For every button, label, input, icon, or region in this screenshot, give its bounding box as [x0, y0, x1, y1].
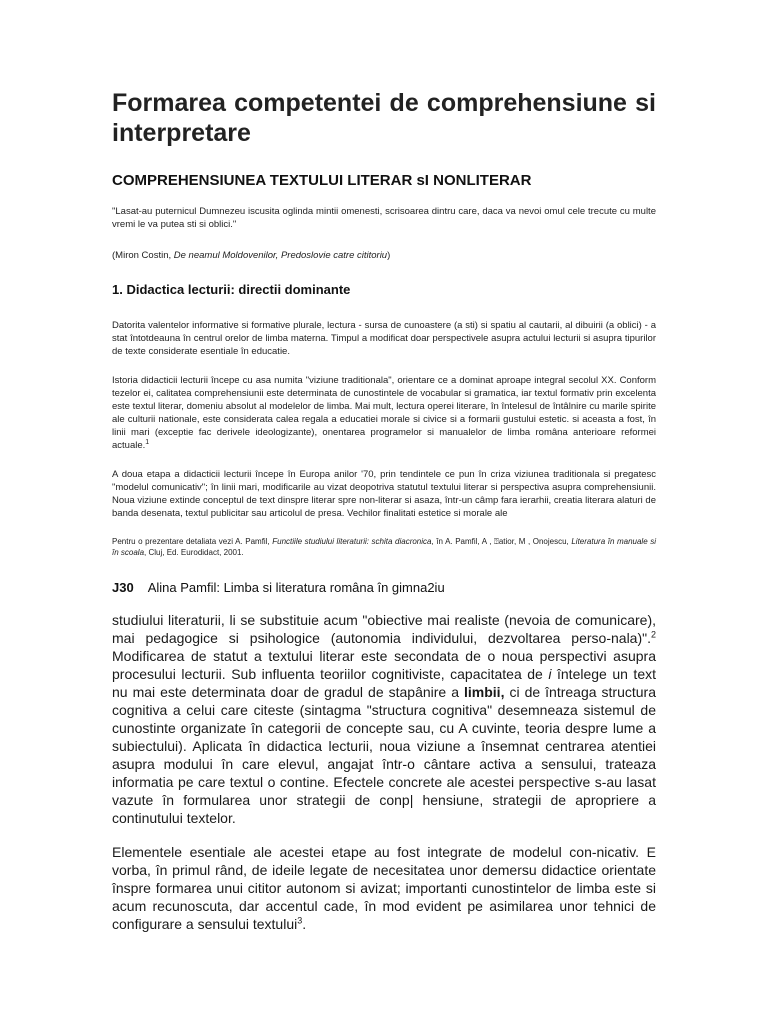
paragraph-3: A doua etapa a didacticii lecturii începe în Europa anilor '70, prin tendintele ce pun în criza viziunea traditionala si pregatesc "modelul comunicativ"; în linii mari, modificarile au vizat deopotriva statutul textului literar si perspectiva asupra comprehensiunii. Noua viziune extinde conceptul de text dinspre literar spre non-literar si asaza, într-un câmp fara ierarhii, creatia literara alaturi de banda desenata, textul publicitar sau articolul de presa. Vechilor finalitati estetice si morale ale [112, 469, 656, 519]
running-head-text: Alina Pamfil: Limba si literatura româna în gimna2iu [147, 580, 445, 595]
footnote-ref-3: 3 [297, 915, 303, 926]
page-number: J30 [112, 580, 134, 595]
paragraph-5: Elementele esentiale ale acestei etape au fost integrate de modelul con-nicativ. E vorba, în primul rând, de ideile legate de necesitatea unor demersu didactice orientate înspre formarea unui cititor autonom si avizat; importanti cunostintelor de limba este si acum recunoscuta, dar accentul cade, în mod evident pe asimilarea unor tehnici de configurare a sensului textului$^3$. [112, 844, 656, 932]
footnote-ref-2: 2 [650, 629, 656, 640]
paragraph-4: studiului literaturii, li se substituie acum "obiective mai realiste (nevoia de comunicare), mai pedagogice si psihologice (autonomia individului, dezvoltarea perso-nala)".$^2$ Modificarea de statut a textului literar este secondata de o noua perspectivi asupra procesului lecturii. Sub influenta teoriilor cognitiviste, capacitatea de i întelege un text nu mai este determinata doar de gradul de stapânire a limbii, ci de întreaga structura cognitiva a celui care citeste (sintagma "structura cognitiva" desemneaza sistemul de cunostinte organizate în categorii de concepte sau, cu A cuvinte, teoria despre lume a subiectului). Aplicata în didactica lecturii, noua viziune a însemnat centrarea atentiei asupra modului în care elevul, angajat într-o cântare activa a sensului, trateaza informatia pe care textul o contine. Efectele concrete ale acestei perspective s-au lasat vazute în formularea unor strategii de conp| hensiune, strategii de apropriere a continutului textelor. [112, 612, 656, 826]
paragraph-1: Datorita valentelor informative si formative plurale, lectura - sursa de cunoastere (a sti) si spatiu al cautarii, al dibuirii (a oblici) - a stat întotdeauna în centrul orelor de limba materna. Timpul a modificat doar perspectivele asupra actului lecturii si asupra tipurilor de texte considerate esentiale în educatie. [112, 320, 656, 357]
subtitle: COMPREHENSIUNEA TEXTULUI LITERAR sI NONLITERAR [112, 172, 532, 189]
page-title: Formarea competentei de comprehensiune si interpretare [112, 89, 656, 147]
epigraph-attribution: (Miron Costin, De neamul Moldovenilor, Predoslovie catre cititoriu) [112, 250, 391, 261]
footnote-1: Pentru o prezentare detaliata vezi A. Pamfil, Functiile studiului literaturii: schita diacronica, în A. Pamfil, A , ⍰atior, M , Onojescu, Literatura în manuale si în scoala, Cluj, Ed. Eurodidact, 2001. [112, 537, 656, 557]
running-head [112, 580, 656, 595]
section-heading: 1. Didactica lecturii: directii dominante [112, 282, 351, 297]
footnote-ref-1: 1 [145, 438, 150, 446]
epigraph-quote: "Lasat-au puternicul Dumnezeu iscusita oglinda mintii omenesti, scrisoarea dintru care, daca va nevoi omul cele trecute cu multe vremi le va putea sti si oblici." [112, 206, 656, 230]
paragraph-2: Istoria didacticii lecturii începe cu asa numita "viziune traditionala", orientare ce a dominat aproape integral secolul XX. Conform tezelor ei, calitatea comprehensiunii este determinata de cunostintele de vocabular si gramatica, iar textul formativ prin excelenta este textul literar, domeniu absolut al modelelor de limba. Mai mult, lectura operei literare, în întelesul de întâlnire cu marile spirite ale culturii nationale, este considerata calea regala a educatiei morale si civice si a formarii gustului estetic. si aceasta a fost, în linii mari (exceptie fac derivele ideologizante), onentarea programelor si manualelor de limba româna anterioare reformei actuale.$^1$ [112, 375, 656, 451]
